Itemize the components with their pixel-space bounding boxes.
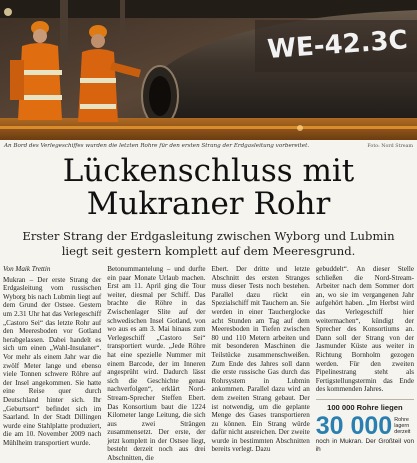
info-box-title: 100 000 Rohre liegen [327,402,403,412]
article-body [3,265,414,463]
headline-line-2: Mukraner Rohr [86,186,331,222]
pipe-marking: WE-42.3C [266,25,409,65]
info-box-unit-line-2: lagern [394,422,410,429]
column-3-text: Ebert. Der dritte und letzte Abschnitt des ersten Stranges muss dieser Tests noch bestehen. Parallel dazu rückt ein Spezialschiff mit Tauchern an. Sie werden in einer Taucherglocke acht Stunden am Tag auf dem Meeresboden in Tiefen zwischen 80 und 110 Metern arbeiten und mit besonderen Maschinen die Teilstücke zusammenschweißen. Zum Ende des Jahres soll dann die erste russische Gas durch das Rohrsystem in Lubmin ankommen. Parallel dazu wird an dem zweiten Strang gebaut. Der ist notwendig, um die geplante Menge des Gases transportieren zu können. Ein Strang würde dafür nicht ausreichen. Der zweite wurde in bestimmten Abschnitten bereits verlegt. Dazu [211,265,310,454]
photo-caption: An Bord des Verlegeschiffes wurden die letzten Rohre für den ersten Strang der Erdgasleitung vorbereitet. [4,143,310,149]
info-box-unit [394,417,410,435]
subhead-line-1: Erster Strang der Erdgasleitung zwischen Wyborg und Lubmin [22,229,395,243]
column-4-text: gebuddelt“. An dieser Stelle schließen die Nord-Stream-Arbeiter nach dem Sommer dort an, wo sie im vergangenen Jahr aufgehört haben. „Im Herbst wird das Verlegeschiff hier weitermachen“, kündigt der Sprecher des Konsortiums an. Dann soll der Strang von der Jasmunder Küste aus weiter in Richtung Bornholm gezogen werden. Für den zweiten Pipelinestrang steht als Fertigstellungstermin das Ende des kommenden Jahres. [315,265,414,394]
info-box-unit-line-3: derzeit [394,428,411,435]
article-column-4 [315,265,414,454]
column-2-text: Betonummantelung – und durfte ein paar Monate Urlaub machen. Erst am 11. April ging die Tour weiter, diesmal per Schiff. Das brachte die Röhre in das Zwischenlager Slite auf der schwedischen Insel Gotland, von wo aus es am 3. Mai hinaus zum Verlegeschiff „Castoro Sei“ transportiert wurde. „Jede Röhre hat eine spezielle Nummer mit einem Barcode, der im Inneren angesprüht wird. Dadurch lässt sich die Geschichte genau nachverfolgen“, erklärt Nord-Stream-Sprecher Steffen Ebert. Das Konsortium baut die 1224 Kilometer lange Leitung, die sich aus zwei Strängen zusammensetzt. Der erste, der jetzt komplett in der Ostsee liegt, besteht derzeit noch aus drei Abschnitten, die [107,265,206,463]
pipe-laying-photo [0,0,417,140]
subheadline [10,229,407,259]
byline: Von Maik Trettin [3,265,51,273]
info-box-unit-line-1: Rohre [394,416,409,423]
article-column-2 [107,265,206,463]
article-column-1 [3,265,102,447]
article-photo [0,0,417,140]
subhead-line-2: liegt seit gestern komplett auf dem Meeresgrund. [61,244,356,258]
info-box-text: noch in Mukran. Der Großteil von ih [315,437,414,454]
info-box-number: 30 000 [315,411,393,440]
article-column-3 [211,265,310,454]
column-1-text: Mukran – Der erste Strang der Erdgasleitung vom russischen Wyborg bis nach Lubmin liegt auf dem Grund der Ostsee. Gestern um 2.31 Uhr hat das Verlegeschiff „Castoro Sei“ das letzte Rohr auf den Meeresboden vor Gotland herabgelassen. Dabei handelt es sich um einen „Wahl-Insulaner“. Vor mehr als einem Jahr war die zwölf Meter lange und ebenso viele Tonnen schwere Röhre auf der Insel angekommen. Sie hatte eine Reise quer durch Deutschland hinter sich. Ihr „Geburtsort“ befindet sich im Saarland. In der Stadt Dillingen wurde eine Stahlplatte produziert, die am 10. November 2009 nach Mühlheim transportiert wurde. [3,275,102,447]
info-box-figure [315,411,414,440]
headline-line-1: Lückenschluss mit [62,153,355,189]
photo-credit: Foto: Nord Stream [367,143,413,149]
headline [0,155,417,221]
photo-caption-row [4,141,413,151]
info-box [316,399,414,455]
